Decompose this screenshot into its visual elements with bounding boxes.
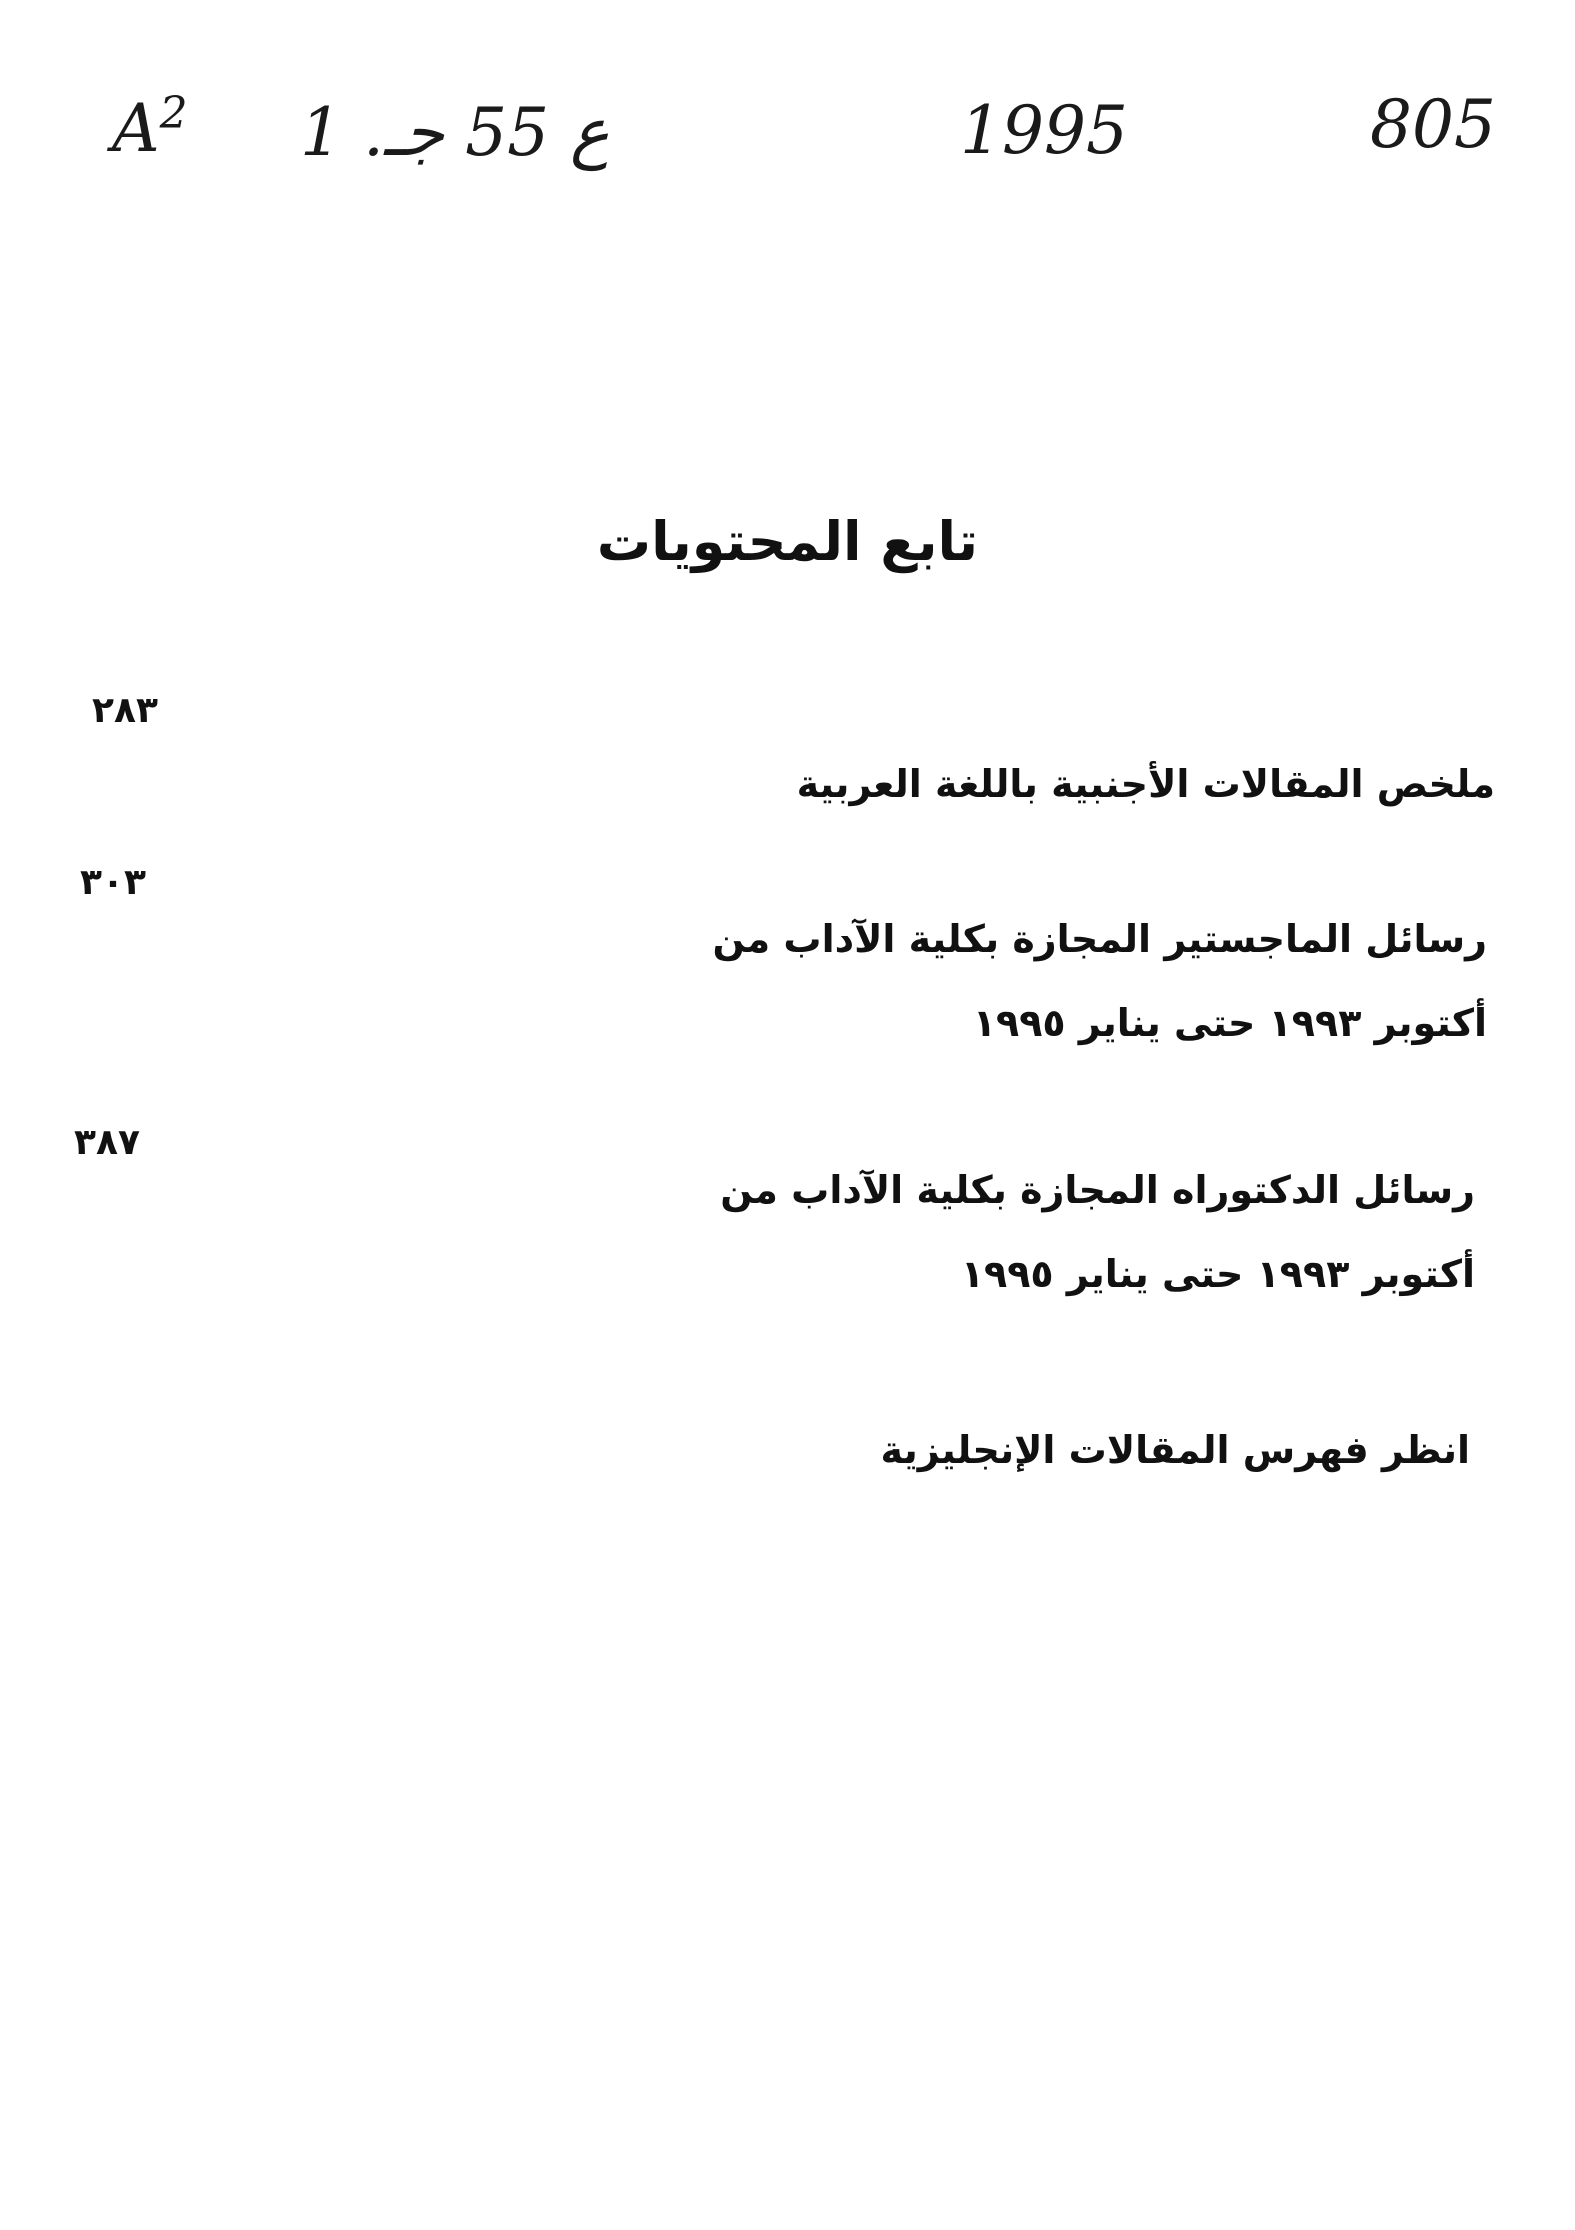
handwritten-code: 1 .ع 55 جـ — [300, 94, 610, 171]
toc-entry — [720, 1148, 1475, 1316]
toc-entry-line: رسائل الماجستير المجازة بكلية الآداب من — [712, 917, 1487, 961]
handwritten-ref — [112, 88, 188, 167]
entry-page-number: ٣٨٧ — [74, 1122, 140, 1163]
toc-entry-line: أكتوبر ١٩٩٣ حتى يناير ١٩٩٥ — [972, 1001, 1487, 1045]
toc-entry-line: رسائل الدكتوراه المجازة بكلية الآداب من — [720, 1168, 1475, 1212]
entry-page-number: ٢٨٣ — [92, 690, 158, 731]
toc-entry-line: ملخص المقالات الأجنبية باللغة العربية — [796, 762, 1495, 806]
entry-page-number: ٣٠٣ — [80, 862, 146, 903]
toc-entry — [712, 897, 1487, 1065]
toc-entry — [797, 742, 1495, 826]
handwritten-ref-sup: 2 — [159, 88, 188, 139]
page-title: تابع المحتويات — [596, 510, 979, 573]
handwritten-year: 1995 — [960, 92, 1128, 169]
toc-entry-line: أكتوبر ١٩٩٣ حتى يناير ١٩٩٥ — [960, 1252, 1475, 1296]
toc-entry-line: انظر فهرس المقالات الإنجليزية — [880, 1428, 1470, 1472]
handwritten-number: 805 — [1370, 86, 1496, 163]
handwritten-ref-letter: A — [112, 90, 160, 167]
toc-entry — [880, 1408, 1470, 1492]
